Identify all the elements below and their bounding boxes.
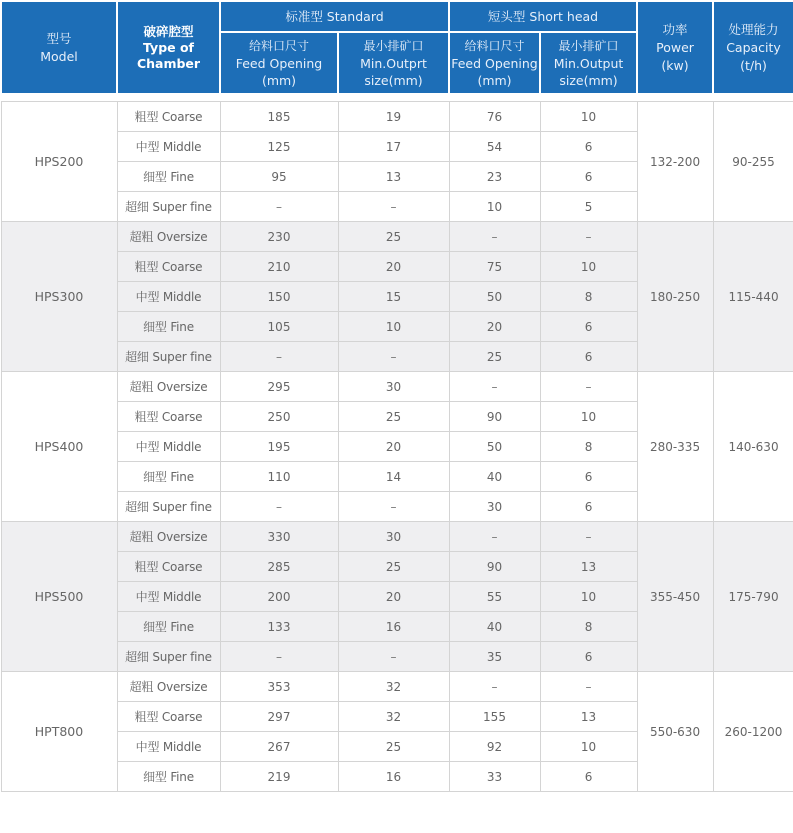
capacity-cell: 140-630 [713,372,793,522]
short-min-output-cell: 8 [540,282,637,312]
power-cell: 180-250 [637,222,713,372]
table-header [1,1,793,94]
header-model: 型号 Model [1,1,117,94]
standard-min-output-cell: – [338,342,449,372]
short-feed-opening-cell: 30 [449,492,540,522]
short-min-output-cell: 8 [540,612,637,642]
standard-feed-opening-cell: 110 [220,462,338,492]
standard-feed-opening-cell: 285 [220,552,338,582]
standard-min-output-cell: 30 [338,372,449,402]
short-feed-opening-cell: – [449,372,540,402]
standard-feed-opening-cell: 230 [220,222,338,252]
short-feed-opening-cell: 40 [449,462,540,492]
power-cell: 280-335 [637,372,713,522]
standard-feed-opening-cell: 133 [220,612,338,642]
short-feed-opening-cell: 10 [449,192,540,222]
header-short-head: 短头型 Short head [449,1,637,32]
chamber-type-cell: 细型 Fine [117,612,220,642]
model-cell: HPS300 [1,222,117,372]
short-feed-opening-cell: – [449,672,540,702]
table-row [1,102,793,132]
header-standard: 标准型 Standard [220,1,449,32]
chamber-type-cell: 超粗 Oversize [117,372,220,402]
chamber-type-cell: 粗型 Coarse [117,402,220,432]
standard-feed-opening-cell: 200 [220,582,338,612]
model-cell: HPS200 [1,102,117,222]
chamber-type-cell: 超粗 Oversize [117,222,220,252]
short-feed-opening-cell: 33 [449,762,540,792]
standard-feed-opening-cell: – [220,492,338,522]
chamber-type-cell: 超细 Super fine [117,342,220,372]
model-cell: HPS400 [1,372,117,522]
standard-min-output-cell: 10 [338,312,449,342]
standard-min-output-cell: – [338,642,449,672]
chamber-type-cell: 粗型 Coarse [117,552,220,582]
standard-feed-opening-cell: 330 [220,522,338,552]
model-cell: HPS500 [1,522,117,672]
chamber-type-cell: 中型 Middle [117,432,220,462]
header-chamber-type: 破碎腔型 Type of Chamber [117,1,220,94]
short-min-output-cell: – [540,222,637,252]
header-power: 功率 Power (kw) [637,1,713,94]
table-body [1,94,793,792]
short-feed-opening-cell: 55 [449,582,540,612]
chamber-type-cell: 超粗 Oversize [117,522,220,552]
standard-min-output-cell: 16 [338,762,449,792]
standard-min-output-cell: 14 [338,462,449,492]
standard-feed-opening-cell: 297 [220,702,338,732]
power-cell: 355-450 [637,522,713,672]
short-feed-opening-cell: 50 [449,432,540,462]
chamber-type-cell: 粗型 Coarse [117,252,220,282]
table-row [1,372,793,402]
header-standard-feed-opening: 给料口尺寸 Feed Opening (mm) [220,32,338,94]
chamber-type-cell: 超粗 Oversize [117,672,220,702]
capacity-cell: 90-255 [713,102,793,222]
short-min-output-cell: 10 [540,102,637,132]
short-feed-opening-cell: 20 [449,312,540,342]
chamber-type-cell: 中型 Middle [117,732,220,762]
short-min-output-cell: 10 [540,402,637,432]
short-feed-opening-cell: 50 [449,282,540,312]
standard-min-output-cell: 25 [338,552,449,582]
chamber-type-cell: 中型 Middle [117,282,220,312]
standard-min-output-cell: 20 [338,432,449,462]
capacity-cell: 115-440 [713,222,793,372]
chamber-type-cell: 超细 Super fine [117,492,220,522]
short-min-output-cell: 10 [540,582,637,612]
standard-feed-opening-cell: 210 [220,252,338,282]
short-feed-opening-cell: 92 [449,732,540,762]
capacity-cell: 175-790 [713,522,793,672]
short-feed-opening-cell: 25 [449,342,540,372]
table-row [1,672,793,702]
short-min-output-cell: 6 [540,642,637,672]
short-feed-opening-cell: 155 [449,702,540,732]
short-feed-opening-cell: 90 [449,402,540,432]
short-feed-opening-cell: 35 [449,642,540,672]
short-min-output-cell: 6 [540,312,637,342]
standard-min-output-cell: 17 [338,132,449,162]
chamber-type-cell: 中型 Middle [117,582,220,612]
standard-feed-opening-cell: 250 [220,402,338,432]
short-min-output-cell: 6 [540,162,637,192]
standard-feed-opening-cell: 185 [220,102,338,132]
standard-min-output-cell: 13 [338,162,449,192]
short-feed-opening-cell: 54 [449,132,540,162]
chamber-type-cell: 细型 Fine [117,162,220,192]
short-min-output-cell: 6 [540,462,637,492]
header-short-min-output: 最小排矿口 Min.Output size(mm) [540,32,637,94]
standard-min-output-cell: 32 [338,702,449,732]
header-standard-min-output: 最小排矿口 Min.Outprt size(mm) [338,32,449,94]
short-min-output-cell: 6 [540,132,637,162]
short-min-output-cell: 10 [540,732,637,762]
standard-feed-opening-cell: – [220,192,338,222]
short-min-output-cell: – [540,522,637,552]
short-min-output-cell: 6 [540,492,637,522]
chamber-type-cell: 细型 Fine [117,762,220,792]
chamber-type-cell: 超细 Super fine [117,642,220,672]
standard-feed-opening-cell: 150 [220,282,338,312]
standard-feed-opening-cell: – [220,342,338,372]
standard-feed-opening-cell: 353 [220,672,338,702]
standard-min-output-cell: 25 [338,732,449,762]
standard-min-output-cell: – [338,492,449,522]
standard-min-output-cell: 25 [338,402,449,432]
short-min-output-cell: 13 [540,552,637,582]
short-min-output-cell: 10 [540,252,637,282]
table-row [1,522,793,552]
standard-min-output-cell: 15 [338,282,449,312]
standard-min-output-cell: 20 [338,582,449,612]
short-feed-opening-cell: 90 [449,552,540,582]
short-feed-opening-cell: – [449,522,540,552]
standard-feed-opening-cell: 295 [220,372,338,402]
standard-min-output-cell: 19 [338,102,449,132]
short-feed-opening-cell: 76 [449,102,540,132]
standard-feed-opening-cell: – [220,642,338,672]
capacity-cell: 260-1200 [713,672,793,792]
chamber-type-cell: 粗型 Coarse [117,102,220,132]
short-feed-opening-cell: – [449,222,540,252]
chamber-type-cell: 细型 Fine [117,462,220,492]
short-min-output-cell: 8 [540,432,637,462]
short-min-output-cell: 6 [540,342,637,372]
short-feed-opening-cell: 23 [449,162,540,192]
standard-min-output-cell: – [338,192,449,222]
short-min-output-cell: 5 [540,192,637,222]
short-feed-opening-cell: 75 [449,252,540,282]
standard-feed-opening-cell: 105 [220,312,338,342]
header-capacity: 处理能力 Capacity (t/h) [713,1,793,94]
standard-min-output-cell: 32 [338,672,449,702]
chamber-type-cell: 粗型 Coarse [117,702,220,732]
short-min-output-cell: 13 [540,702,637,732]
standard-feed-opening-cell: 219 [220,762,338,792]
short-min-output-cell: – [540,372,637,402]
table-row [1,222,793,252]
chamber-type-cell: 细型 Fine [117,312,220,342]
standard-feed-opening-cell: 95 [220,162,338,192]
model-cell: HPT800 [1,672,117,792]
standard-min-output-cell: 30 [338,522,449,552]
short-feed-opening-cell: 40 [449,612,540,642]
chamber-type-cell: 中型 Middle [117,132,220,162]
standard-feed-opening-cell: 125 [220,132,338,162]
standard-feed-opening-cell: 267 [220,732,338,762]
short-min-output-cell: – [540,672,637,702]
standard-min-output-cell: 16 [338,612,449,642]
power-cell: 132-200 [637,102,713,222]
short-min-output-cell: 6 [540,762,637,792]
standard-min-output-cell: 25 [338,222,449,252]
standard-feed-opening-cell: 195 [220,432,338,462]
standard-min-output-cell: 20 [338,252,449,282]
chamber-type-cell: 超细 Super fine [117,192,220,222]
header-short-feed-opening: 给料口尺寸 Feed Opening (mm) [449,32,540,94]
power-cell: 550-630 [637,672,713,792]
